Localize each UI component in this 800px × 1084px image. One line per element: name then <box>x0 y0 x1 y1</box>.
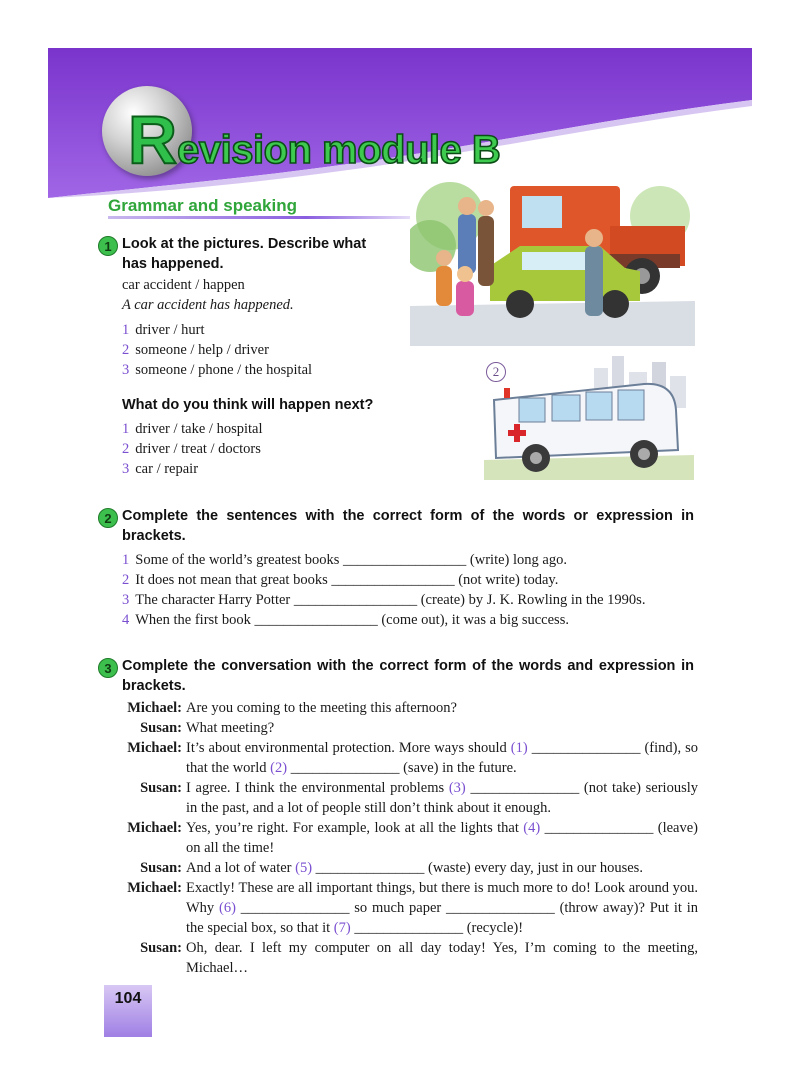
ex2-item: 4 When the first book _________________ (come out), it was a big success. <box>122 612 569 628</box>
dialogue-line <box>108 718 698 738</box>
dialogue-line <box>108 818 698 858</box>
picture-2-label: 2 <box>486 362 506 382</box>
gap-number: (7) <box>333 920 351 936</box>
dialogue-line <box>108 698 698 718</box>
speech: Yes, you’re right. For example, look at all the lights that (4) _______________ (leave) on all the time! <box>186 820 698 856</box>
speaker: Susan: <box>140 720 182 736</box>
gap-number: (5) <box>295 860 313 876</box>
dialogue-line <box>108 778 698 818</box>
accident-scene-illustration <box>410 176 695 346</box>
ex1-example-answer: A car accident has happened. <box>122 297 294 313</box>
speech: It’s about environmental protection. More ways should (1) _______________ (find), so that the world (2) _______________ (save) in the future. <box>186 740 698 776</box>
gap-number: (3) <box>448 780 466 796</box>
page-number: 104 <box>114 990 142 1007</box>
ex1-sub-question: What do you think will happen next? <box>122 397 374 413</box>
ex1-item: 2 someone / help / driver <box>122 342 269 358</box>
dialogue-line <box>108 858 698 878</box>
ex2-item: 2 It does not mean that great books _________________ (not write) today. <box>122 572 559 588</box>
exercise-number-1: 1 <box>98 236 118 256</box>
speech: Are you coming to the meeting this afternoon? <box>186 700 457 716</box>
section-underline <box>108 216 438 219</box>
exercise-number-2: 2 <box>98 508 118 528</box>
gap-number: (4) <box>523 820 541 836</box>
speaker: Michael: <box>127 740 182 756</box>
dialogue-line <box>108 738 698 778</box>
gap-number: (1) <box>510 740 528 756</box>
title-text: evision module B <box>177 128 501 172</box>
exercise-number-3: 3 <box>98 658 118 678</box>
ex1-item: 3 someone / phone / the hospital <box>122 362 313 378</box>
speaker: Susan: <box>140 780 182 796</box>
ex2-item: 1 Some of the world’s greatest books _________________ (write) long ago. <box>122 552 567 568</box>
speaker: Michael: <box>127 880 182 896</box>
ex1-example-prompt: car accident / happen <box>122 277 245 293</box>
speech: Exactly! These are all important things, but there is much more to do! Look around you. Why (6) _______________ so much paper _______________ (throw away)? Put it in the special box, so that it (7) _______________ (recycle)! <box>186 880 698 936</box>
conversation <box>108 698 698 978</box>
exercise-2-instruction: Complete the sentences with the correct form of the words or expression in brackets. <box>122 508 694 544</box>
dialogue-line <box>108 938 698 978</box>
exercise-3-instruction: Complete the conversation with the correct form of the words and expression in brackets. <box>122 658 694 694</box>
ex1-next-item: 3 car / repair <box>122 461 199 477</box>
ex1-next-item: 2 driver / treat / doctors <box>122 441 261 457</box>
ambulance-illustration <box>484 350 694 480</box>
gap-number: (6) <box>219 900 236 916</box>
speech: And a lot of water (5) _______________ (waste) every day, just in our houses. <box>186 860 643 876</box>
exercise-1-instruction: Look at the pictures. Describe what has happened. <box>122 236 367 272</box>
title-initial: R <box>128 102 178 178</box>
speech: What meeting? <box>186 720 275 736</box>
speaker: Susan: <box>140 860 182 876</box>
speech: I agree. I think the environmental problems (3) _______________ (not take) seriously in the past, and a lot of people still don’t think about it enough. <box>186 780 699 816</box>
speaker: Susan: <box>140 940 182 956</box>
section-title: Grammar and speaking <box>108 196 297 215</box>
ex1-next-item: 1 driver / take / hospital <box>122 421 263 437</box>
speaker: Michael: <box>127 700 182 716</box>
speaker: Michael: <box>127 820 182 836</box>
ex1-item: 1 driver / hurt <box>122 322 205 338</box>
ex2-item: 3 The character Harry Potter _________________ (create) by J. K. Rowling in the 1990s. <box>122 592 646 608</box>
page-title <box>128 102 501 178</box>
gap-number: (2) <box>270 760 288 776</box>
speech: Oh, dear. I left my computer on all day today! Yes, I’m coming to the meeting, Michael… <box>186 940 698 976</box>
dialogue-line <box>108 878 698 938</box>
